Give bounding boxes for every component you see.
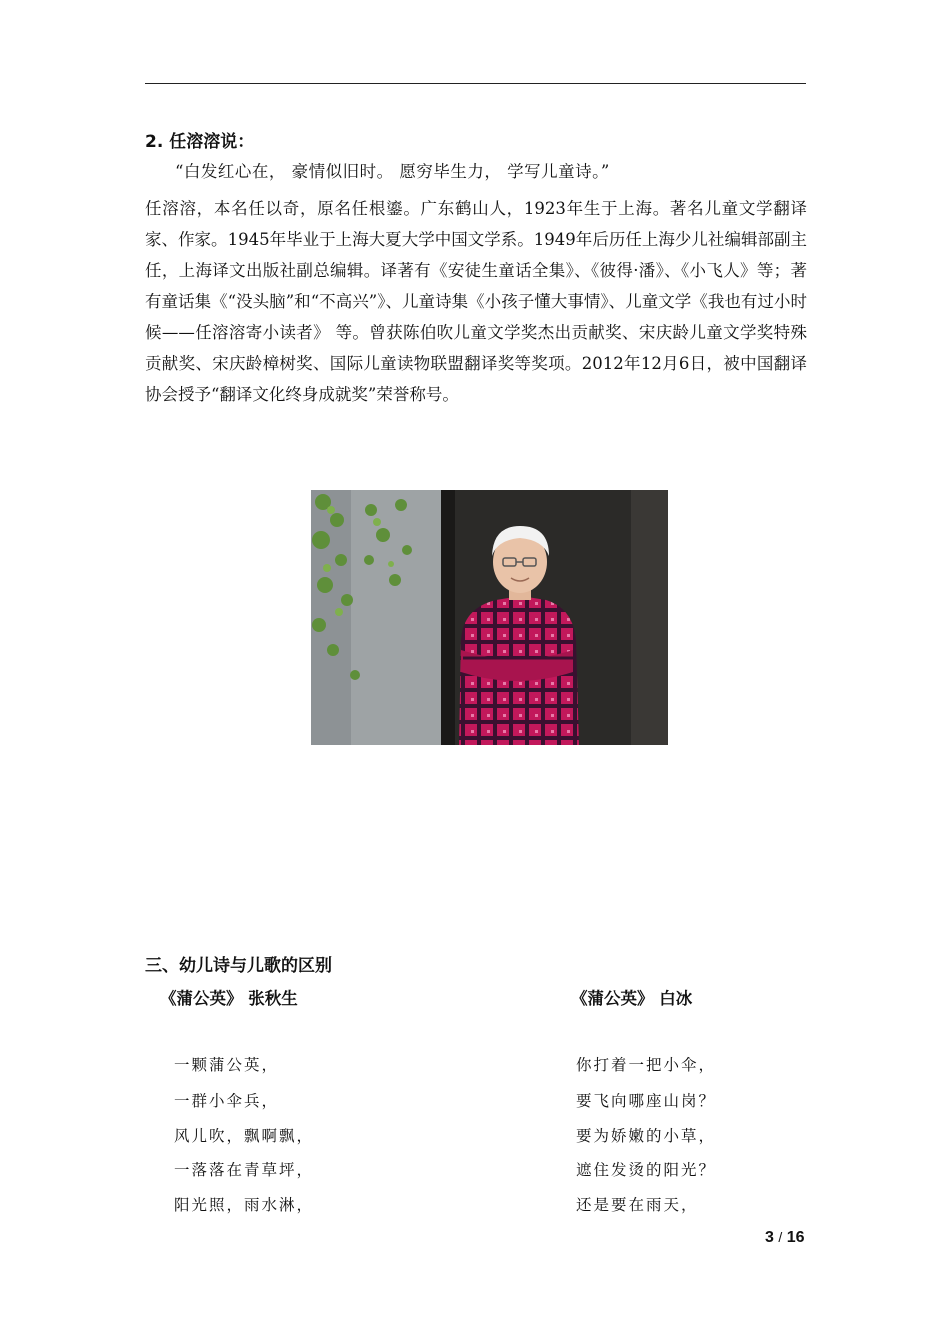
poem-left-line: 一落落在青草坪， [174, 1161, 315, 1179]
poem-right-title: 《蒲公英》 白冰 [571, 989, 693, 1008]
poem-left-line: 一群小伞兵， [174, 1092, 280, 1110]
section-3-heading: 三、幼儿诗与儿歌的区别 [145, 956, 332, 976]
page-current: 3 [765, 1229, 774, 1246]
poem-right-line: 还是要在雨天， [576, 1196, 699, 1214]
author-biography: 任溶溶，本名任以奇，原名任根鎏。广东鹤山人，1923年生于上海。著名儿童文学翻译家、作家。1945年毕业于上海大夏大学中国文学系。1949年后历任上海少儿社编辑部副主任，上海译文出版社副总编辑。译著有《安徒生童话全集》、《彼得·潘》、《小飞人》等；著有童话集《“没头脑”和“不高兴”》、儿童诗集《小孩子懂大事情》、儿童文学《我也有过小时候——任溶溶寄小读者》 等。曾获陈伯吹儿童文学奖杰出贡献奖、宋庆龄儿童文学奖特殊贡献奖、宋庆龄樟树奖、国际儿童读物联盟翻译奖等奖项。2012年12月6日，被中国翻译协会授予“翻译文化终身成就奖”荣誉称号。 [145, 199, 807, 404]
poem-right-line: 要为娇嫩的小草， [576, 1127, 717, 1145]
poem-right-line: 遮住发烫的阳光？ [576, 1161, 717, 1179]
poem-right-line: 要飞向哪座山岗？ [576, 1092, 717, 1110]
author-photo [311, 490, 668, 745]
poem-left-line: 风儿吹，飘啊飘， [174, 1127, 315, 1145]
page-number [765, 1229, 805, 1247]
page-total: 16 [786, 1229, 805, 1246]
section-2-heading: 2. 任溶溶说： [145, 132, 255, 152]
poem-left-line: 阳光照，雨水淋， [174, 1196, 315, 1214]
poem-quote: “白发红心在， 豪情似旧时。 愿穷毕生力， 学写儿童诗。” [175, 162, 610, 181]
header-rule [145, 83, 806, 84]
poem-left-line: 一颗蒲公英， [174, 1056, 280, 1074]
page-separator: / [778, 1229, 783, 1245]
poem-left-title: 《蒲公英》 张秋生 [160, 989, 298, 1008]
poem-right-line: 你打着一把小伞， [576, 1056, 717, 1074]
